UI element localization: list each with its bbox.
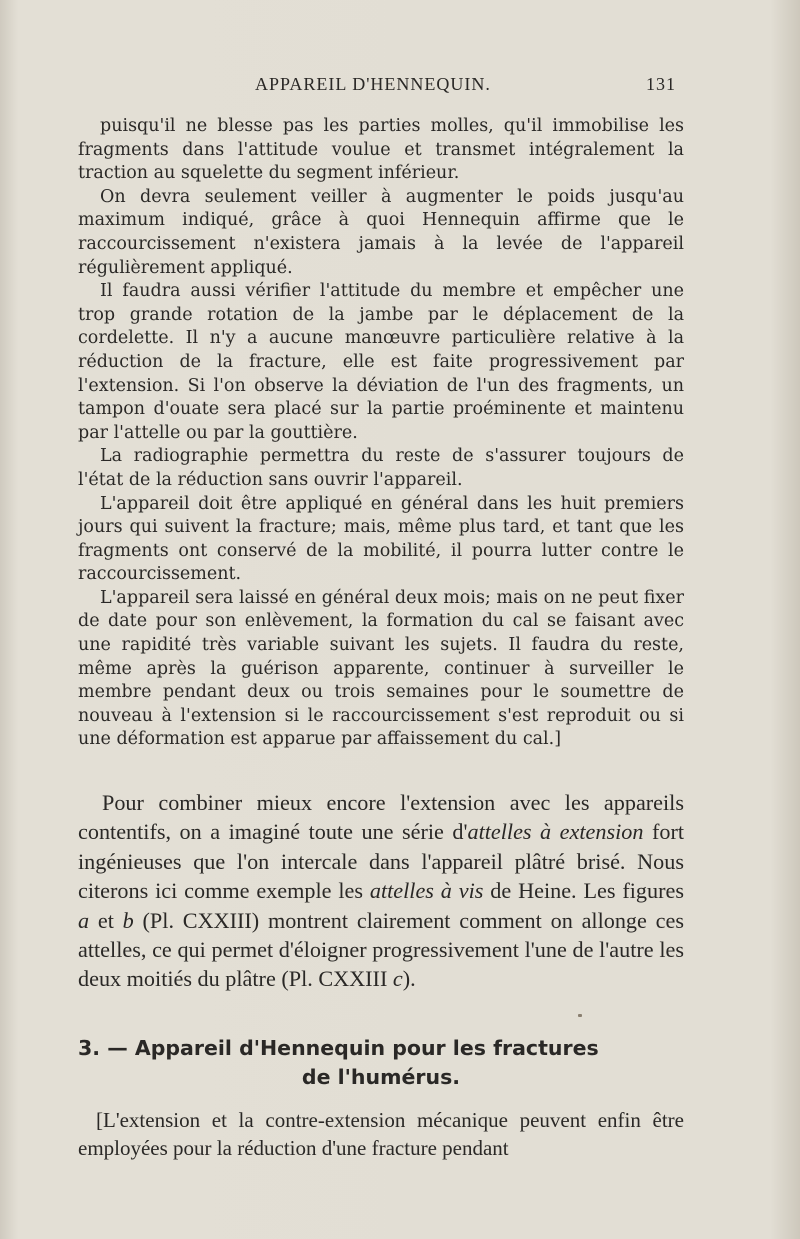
heading-line-1: 3. — Appareil d'Hennequin pour les fractures: [78, 1036, 599, 1060]
text-run: (Pl. CXXIII) montrent clairement comment on allonge ces attelles, ce qui permet d'éloigner progressivement l'une de l'autre les deux moitiés du plâtre (Pl. CXXIII: [78, 907, 684, 992]
ink-speck: [578, 1014, 582, 1017]
main-text-section: [78, 788, 684, 994]
text-run: Pour combiner mieux encore l'extension avec les appareils contentifs, on a imaginé toute une série d': [78, 790, 684, 845]
paragraph: Il faudra aussi vérifier l'attitude du membre et empêcher une trop grande rotation de la jambe par le déplacement de la cordelette. Il n'y a aucune manœuvre particulière relative à la réduction de la fracture, elle est faite progressivement par l'extension. Si l'on observe la déviation de l'un des fragments, un tampon d'ouate sera placé sur la partie proéminente et maintenu par l'attelle ou par la gouttière.: [78, 281, 684, 443]
paragraph: puisqu'il ne blesse pas les parties molles, qu'il immobilise les fragments dans l'attitude voulue et transmet intégralement la traction au squelette du segment inférieur.: [78, 116, 684, 184]
paragraph: L'appareil sera laissé en général deux mois; mais on ne peut fixer de date pour son enlèvement, la formation du cal se faisant avec une rapidité très variable suivant les sujets. Il faudra du reste, même après la guérison apparente, continuer à surveiller le membre pendant deux ou trois semaines pour le soumettre de nouveau à l'extension si le raccourcissement s'est reproduit ou si une déformation est apparue par affaissement du cal.]: [78, 587, 684, 750]
heading-line-2: de l'humérus.: [301, 1065, 461, 1089]
text-run: ).: [402, 966, 416, 992]
paragraph: La radiographie permettra du reste de s'assurer toujours de l'état de la réduction sans ouvrir l'appareil.: [78, 446, 684, 490]
page-header: [0, 74, 800, 100]
text-run: fort ingénieuses que l'on intercale dans l'appareil plâtré brisé. Nous citerons ici comme exemple les: [78, 819, 684, 904]
italic-term: attelles à vis: [369, 878, 484, 904]
text-run: et: [89, 907, 123, 933]
section-heading: [78, 1034, 684, 1092]
small-print-section: [78, 115, 684, 752]
closing-text-section: [78, 1106, 684, 1162]
figure-letter: a: [78, 907, 90, 933]
text-run: de Heine. Les figures: [483, 878, 684, 904]
paragraph: [78, 788, 684, 994]
figure-letter: c: [392, 966, 403, 992]
paragraph: On devra seulement veiller à augmenter le poids jusqu'au maximum indiqué, grâce à quoi Hennequin affirme que le raccourcissement n'existera jamais à la levée de l'appareil régulièrement appliqué.: [78, 186, 684, 278]
page-number: 131: [646, 74, 676, 94]
paragraph: L'appareil doit être appliqué en général dans les huit premiers jours qui suivent la fracture; mais, même plus tard, et tant que les fragments ont conservé de la mobilité, il pourra lutter contre le raccourcissement.: [78, 493, 684, 585]
running-title: APPAREIL D'HENNEQUIN.: [255, 74, 491, 94]
figure-letter: b: [122, 907, 134, 933]
italic-term: attelles à extension: [467, 819, 644, 845]
paragraph: [L'extension et la contre-extension mécanique peuvent enfin être employées pour la réduction d'une fracture pendant: [78, 1108, 684, 1160]
